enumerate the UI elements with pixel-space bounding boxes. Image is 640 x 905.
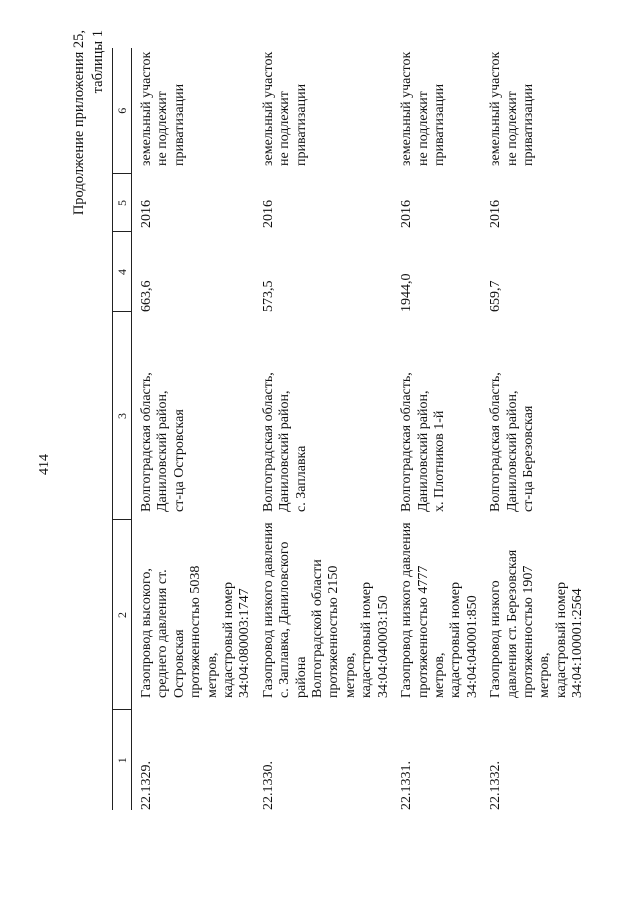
object-year: 2016	[399, 200, 415, 228]
object-year: 2016	[488, 200, 504, 228]
continuation-line-2: таблицы 1	[90, 30, 106, 94]
continuation-line-1: Продолжение приложения 25,	[71, 30, 87, 216]
object-value: 659,7	[488, 280, 504, 312]
column-header-3: 3	[113, 312, 132, 520]
object-note: земельный участок не подлежит приватизации	[260, 51, 309, 166]
row-number: 22.1331.	[399, 761, 415, 810]
column-header-6: 6	[113, 48, 132, 174]
object-note: земельный участок не подлежит приватизации	[139, 51, 187, 166]
object-description: Газопровод низкого давления протяженностью 4777 метров, кадастровый номер 34:04:040001:850	[399, 522, 480, 698]
table-row	[481, 48, 586, 810]
object-note: земельный участок не подлежит приватизации	[488, 51, 536, 166]
object-year: 2016	[260, 200, 276, 228]
page-number: 414	[37, 454, 52, 475]
row-number: 22.1332.	[488, 761, 504, 810]
property-table	[112, 48, 587, 810]
table-row	[132, 48, 254, 810]
row-number: 22.1330.	[260, 761, 276, 810]
object-value: 573,5	[260, 280, 276, 312]
object-location: Волгоградская область, Даниловский район, х. Плотников 1-й	[399, 372, 447, 512]
object-location: Волгоградская область, Даниловский район, ст-ца Березовская	[488, 372, 536, 512]
row-number: 22.1329.	[139, 761, 154, 810]
object-description: Газопровод низкого давления с. Заплавка, Даниловского района Волгоградской области протяженностью 2150 метров, кадастровый номер 34:04:040003:150	[260, 522, 391, 698]
object-description: Газопровод высокого, среднего давления ст. Островская протяженностью 5038 метров, кадастровый номер 34:04:080003:1747	[139, 565, 253, 698]
table-row	[392, 48, 481, 810]
object-description: Газопровод низкого давления ст. Березовская протяженностью 1907 метров, кадастровый номер 34:04:100001:2564	[488, 549, 586, 698]
table-row	[254, 48, 392, 810]
object-year: 2016	[139, 200, 154, 228]
object-value: 1944,0	[399, 273, 415, 312]
object-value: 663,6	[139, 280, 154, 312]
column-header-2: 2	[113, 520, 132, 710]
continuation-note	[70, 30, 108, 240]
object-location: Волгоградская область, Даниловский район, с. Заплавка	[260, 372, 309, 512]
column-header-1: 1	[113, 710, 132, 810]
table-header-row	[113, 48, 132, 810]
column-header-5: 5	[113, 174, 132, 232]
column-header-4: 4	[113, 232, 132, 312]
object-note: земельный участок не подлежит приватизации	[399, 51, 447, 166]
object-location: Волгоградская область, Даниловский район, ст-ца Островская	[139, 372, 187, 512]
